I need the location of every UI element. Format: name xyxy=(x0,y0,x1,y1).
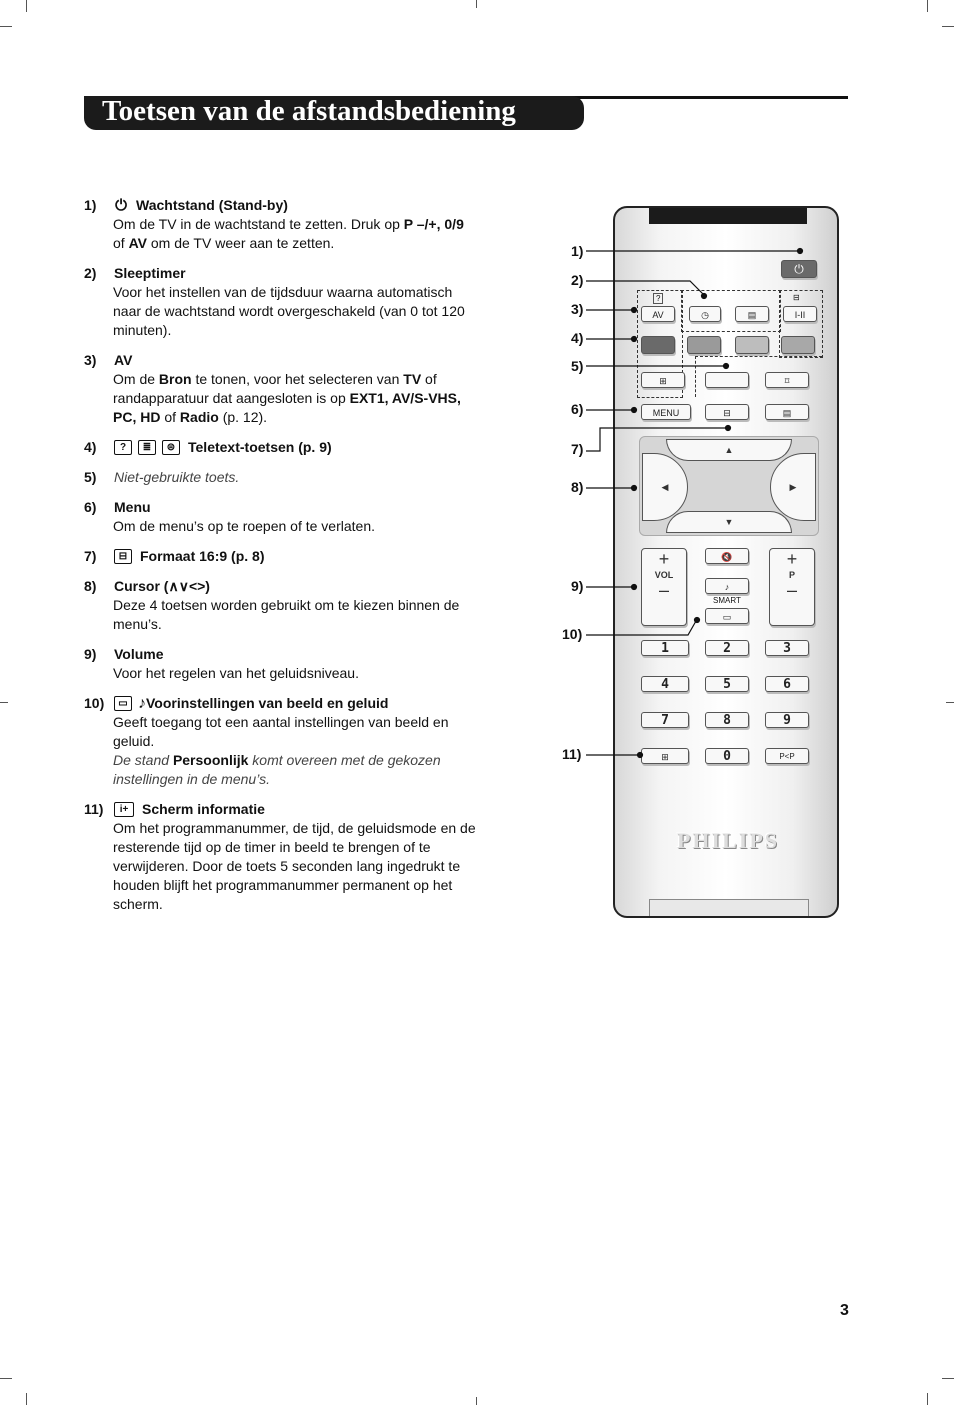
item-heading: Voorinstellingen van beeld en geluid xyxy=(146,695,389,711)
list-item xyxy=(84,438,476,457)
item-number: 6) xyxy=(84,499,97,515)
battery-cover xyxy=(649,899,809,916)
crop-mark xyxy=(927,0,928,12)
item-heading: Cursor (∧∨<>) xyxy=(114,578,210,594)
callout-label: 3) xyxy=(571,301,584,317)
crop-mark xyxy=(0,26,12,27)
menu-button[interactable]: MENU xyxy=(641,404,691,420)
mute-icon: 🔇 xyxy=(721,552,733,562)
item-number: 4) xyxy=(84,439,97,455)
volume-label: VOL xyxy=(654,570,674,580)
freeze-button[interactable] xyxy=(765,372,809,388)
item-number: 10) xyxy=(84,695,105,711)
cursor-down-button[interactable]: ▼ xyxy=(666,511,792,533)
cursor-right-button[interactable]: ▶ xyxy=(770,453,816,521)
green-button[interactable] xyxy=(687,336,721,354)
standby-button[interactable]: ⏻ xyxy=(781,260,817,278)
digit-7-button[interactable]: 7 xyxy=(641,712,689,728)
teletext-icon: ▤ xyxy=(782,408,792,418)
volume-down-icon: – xyxy=(658,580,669,600)
item-note: Niet-gebruikte toets. xyxy=(114,469,240,485)
red-button[interactable] xyxy=(641,336,675,354)
unused-button[interactable] xyxy=(705,372,749,388)
sleeptimer-button[interactable] xyxy=(689,306,721,322)
mix-icon: ⊟ xyxy=(793,293,800,302)
item-description: Voor het instellen van de tijdsduur waarna automatisch naar de wachtstand wordt overgeschakeld (van 0 tot 120 minuten). xyxy=(113,284,465,338)
item-heading: AV xyxy=(114,352,133,368)
item-number: 7) xyxy=(84,548,97,564)
volume-rocker[interactable] xyxy=(641,548,687,626)
list-item xyxy=(84,547,476,566)
previous-program-button[interactable]: P<P xyxy=(765,748,809,764)
digit-8-button[interactable]: 8 xyxy=(705,712,749,728)
teletext-button[interactable] xyxy=(735,306,769,322)
digit-3-button[interactable]: 3 xyxy=(765,640,809,656)
item-heading: Teletext-toetsen (p. 9) xyxy=(188,439,332,455)
item-number: 1) xyxy=(84,197,97,213)
title-bar xyxy=(84,96,848,130)
item-number: 2) xyxy=(84,265,97,281)
list-item xyxy=(84,468,476,487)
clock-icon: ◷ xyxy=(701,310,709,320)
format-16-9-icon: ⊟ xyxy=(114,549,132,564)
crop-mark xyxy=(927,1393,928,1405)
teletext-mix-button[interactable] xyxy=(765,404,809,420)
digit-2-button[interactable]: 2 xyxy=(705,640,749,656)
item-heading: Volume xyxy=(114,646,164,662)
callout-label: 5) xyxy=(571,358,584,374)
crop-mark xyxy=(476,0,477,8)
format-button[interactable] xyxy=(705,404,749,420)
callout-label: 11) xyxy=(562,746,582,762)
item-note: De stand Persoonlijk komt overeen met de gekozen instellingen in de menu’s. xyxy=(113,752,441,787)
crop-mark xyxy=(942,1378,954,1379)
item-number: 11) xyxy=(84,801,104,817)
cursor-pad xyxy=(639,436,819,536)
digit-9-button[interactable]: 9 xyxy=(765,712,809,728)
teletext-mix-icon: ≣ xyxy=(138,440,156,455)
digit-4-button[interactable]: 4 xyxy=(641,676,689,692)
callout-label: 6) xyxy=(571,401,584,417)
page-title: Toetsen van de afstandsbediening xyxy=(102,95,516,127)
callout-label: 4) xyxy=(571,330,584,346)
cursor-left-button[interactable]: ◀ xyxy=(642,453,688,521)
item-description: Om de menu’s op te roepen of te verlaten. xyxy=(113,518,376,534)
list-item xyxy=(84,800,476,914)
list-item xyxy=(84,264,476,340)
format-16-9-icon: ⊟ xyxy=(723,408,731,418)
crop-mark xyxy=(26,0,27,12)
remote-control xyxy=(613,206,839,918)
list-item xyxy=(84,498,476,536)
info-button[interactable] xyxy=(641,748,689,764)
digit-5-button[interactable]: 5 xyxy=(705,676,749,692)
callout-label: 2) xyxy=(571,272,584,288)
item-number: 3) xyxy=(84,352,97,368)
title-pill xyxy=(84,96,584,130)
volume-up-icon: + xyxy=(658,549,670,569)
info-icon: ⊞ xyxy=(661,752,669,762)
page-number: 3 xyxy=(840,1302,849,1319)
list-item xyxy=(84,196,476,253)
crop-mark xyxy=(0,702,8,703)
item-description: Om het programmanummer, de tijd, de geluidsmode en de resterende tijd op de timer in beeld te brengen of te verwijderen. Door de toets 5 seconden lang ingedrukt te houden blijft het programmanummer permanent op het scherm. xyxy=(113,820,476,912)
item-description: Geeft toegang tot een aantal instellingen van beeld en geluid. xyxy=(113,714,449,749)
list-item xyxy=(84,645,476,683)
smart-picture-icon: ▭ xyxy=(114,696,132,711)
reveal-icon: ? xyxy=(653,293,663,304)
av-button[interactable]: AV xyxy=(641,306,675,322)
blue-button[interactable] xyxy=(781,336,815,354)
crop-mark xyxy=(26,1393,27,1405)
key-description-list xyxy=(84,196,476,925)
zoom-icon: ⊞ xyxy=(659,376,667,386)
list-item xyxy=(84,694,476,789)
digit-1-button[interactable]: 1 xyxy=(641,640,689,656)
smart-picture-button[interactable] xyxy=(705,608,749,624)
item-heading: Formaat 16:9 (p. 8) xyxy=(140,548,265,564)
item-heading: Menu xyxy=(114,499,151,515)
smart-sound-button[interactable] xyxy=(705,578,749,594)
program-label: P xyxy=(788,570,795,580)
list-item xyxy=(84,351,476,427)
item-number: 5) xyxy=(84,469,97,485)
picture-icon: ▭ xyxy=(722,612,732,622)
smart-sound-icon: ♪ xyxy=(138,695,146,712)
teletext-icon: ▤ xyxy=(747,310,757,320)
teletext-icon: ⊜ xyxy=(162,440,180,455)
dual-sound-button[interactable]: I-II xyxy=(783,306,817,322)
callout-label: 9) xyxy=(571,578,584,594)
item-heading: Wachtstand (Stand-by) xyxy=(136,197,288,213)
callout-label: 7) xyxy=(571,441,584,457)
power-icon: ⏻ xyxy=(115,196,127,214)
brand-logo: PHILIPS xyxy=(676,828,780,853)
freeze-icon: ⌑ xyxy=(784,376,790,386)
crop-mark xyxy=(946,702,954,703)
note-icon: ♪ xyxy=(724,582,730,592)
callout-label: 8) xyxy=(571,479,584,495)
cursor-up-button[interactable]: ▲ xyxy=(666,439,792,461)
list-item xyxy=(84,577,476,634)
item-number: 9) xyxy=(84,646,97,662)
callout-label: 1) xyxy=(571,243,584,259)
yellow-button[interactable] xyxy=(735,336,769,354)
item-heading: Scherm informatie xyxy=(142,801,265,817)
mute-button[interactable] xyxy=(705,548,749,564)
remote-ir-window xyxy=(649,208,807,224)
item-heading: Sleeptimer xyxy=(114,265,186,281)
item-description: Deze 4 toetsen worden gebruikt om te kiezen binnen de menu’s. xyxy=(113,597,460,632)
item-description: Om de Bron te tonen, voor het selecteren van TV of randapparatuur dat aangesloten is op EXT1, AV/S-VHS, PC, HD of Radio (p. 12). xyxy=(113,371,461,425)
digit-0-button[interactable]: 0 xyxy=(705,748,749,764)
program-down-icon: – xyxy=(786,580,797,600)
crop-mark xyxy=(0,1378,12,1379)
program-rocker[interactable] xyxy=(769,548,815,626)
info-icon: i+ xyxy=(114,802,134,817)
item-number: 8) xyxy=(84,578,97,594)
crop-mark xyxy=(476,1397,477,1405)
callout-label: 10) xyxy=(562,626,583,642)
item-description: Om de TV in de wachtstand te zetten. Druk op P –/+, 0/9 of AV om de TV weer aan te zetten. xyxy=(113,216,464,251)
crop-mark xyxy=(942,26,954,27)
item-description: Voor het regelen van het geluidsniveau. xyxy=(113,665,359,681)
zoom-button[interactable] xyxy=(641,372,685,388)
smart-label: SMART xyxy=(713,596,741,605)
program-up-icon: + xyxy=(786,549,798,569)
digit-6-button[interactable]: 6 xyxy=(765,676,809,692)
teletext-reveal-icon: ? xyxy=(114,440,132,455)
